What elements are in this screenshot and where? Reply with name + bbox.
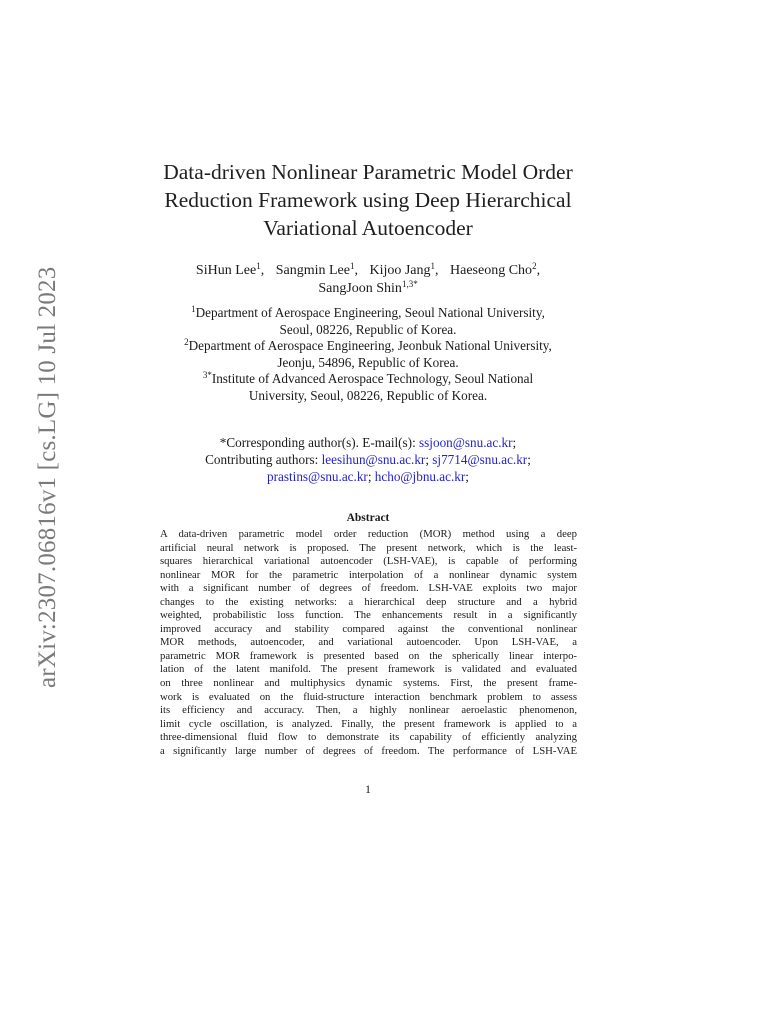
paper-title: [150, 158, 586, 242]
abstract-line: squares hierarchical variational autoencoder (LSH-VAE), is capable of performing: [160, 555, 577, 568]
abstract-line: lation of the latent manifold. The present framework is validated and evaluated: [160, 663, 577, 676]
affiliation-mark: 3*: [202, 370, 212, 380]
affiliation-mark: 1: [191, 304, 196, 314]
affiliation-text: Department of Aerospace Engineering, Seoul National University,: [195, 305, 545, 320]
abstract-line: limit cycle oscillation, is analyzed. Finally, the present framework is applied to a: [160, 717, 577, 730]
author-separator: ,: [260, 263, 265, 278]
abstract-line: its efficiency and accuracy. Then, a highly nonlinear aeroelastic phenomenon,: [160, 704, 577, 717]
abstract-line: with a significant number of degrees of freedom. LSH-VAE exploits two major: [160, 582, 577, 595]
contributing-label: Contributing authors:: [205, 452, 322, 467]
abstract-line: improved accuracy and stability compared against the conventional nonlinear: [160, 622, 577, 635]
author: [196, 263, 264, 278]
author: [450, 263, 540, 278]
author-name: SiHun Lee: [195, 263, 257, 278]
email-separator: ;: [512, 435, 517, 450]
contributing-authors-line: Contributing authors: leesihun@snu.ac.kr; sj7714@snu.ac.kr;: [205, 452, 531, 467]
affiliation-text: Department of Aerospace Engineering, Jeonbuk National University,: [188, 338, 552, 353]
author-separator: ,: [354, 263, 358, 278]
abstract-body: [160, 528, 577, 758]
author-name: Haeseong Cho: [450, 263, 533, 278]
affiliation-list: [145, 305, 591, 404]
author-affiliation-mark: 1: [430, 261, 436, 271]
arxiv-identifier-stamp: arXiv:2307.06816v1 [cs.LG] 10 Jul 2023: [34, 266, 61, 688]
abstract-heading: Abstract: [346, 512, 390, 524]
affiliation-text: University, Seoul, 08226, Republic of Korea.: [248, 387, 488, 403]
author: [369, 263, 438, 278]
contributing-email-link[interactable]: leesihun@snu.ac.kr: [321, 452, 426, 467]
abstract-line: work is evaluated on the fluid-structure interaction benchmark problem to assess: [160, 690, 577, 703]
author-affiliation-mark: 1,3*: [401, 279, 418, 289]
author-line: [150, 262, 586, 280]
corresponding-label: *Corresponding author(s). E-mail(s):: [219, 435, 420, 450]
affiliation-text: Seoul, 08226, Republic of Korea.: [279, 321, 457, 337]
author-affiliation-mark: 1: [349, 261, 355, 271]
affiliation: [145, 338, 591, 371]
affiliation-text: Jeonju, 54896, Republic of Korea.: [277, 354, 459, 370]
page-number: 1: [365, 782, 371, 796]
affiliation: [145, 371, 591, 404]
author-separator: ,: [536, 263, 541, 278]
author-name: SangJoon Shin: [318, 281, 402, 296]
abstract-line: A data-driven parametric model order reduction (MOR) method using a deep: [160, 528, 577, 540]
abstract-line: artificial neural network is proposed. The present network, which is the least-: [160, 541, 577, 554]
corresponding-email-link[interactable]: ssjoon@snu.ac.kr: [419, 435, 513, 450]
title-line: Data-driven Nonlinear Parametric Model Order: [163, 160, 573, 184]
affiliation: [145, 305, 591, 338]
contact-emails: [150, 434, 586, 485]
abstract-line: a significantly large number of degrees of freedom. The performance of LSH-VAE: [160, 744, 577, 757]
abstract-line: on three nonlinear and multiphysics dynamic systems. First, the present frame-: [160, 677, 577, 690]
title-line: Reduction Framework using Deep Hierarchical: [164, 188, 572, 212]
author: [318, 281, 417, 296]
author-name: Kijoo Jang: [369, 263, 431, 278]
author-line: [150, 280, 586, 298]
contributing-email-link[interactable]: hcho@jbnu.ac.kr: [374, 469, 466, 484]
affiliation-text: Institute of Advanced Aerospace Technology, Seoul National: [211, 371, 534, 386]
contributing-email-link[interactable]: prastins@snu.ac.kr: [267, 469, 368, 484]
title-line: Variational Autoencoder: [263, 216, 473, 240]
affiliation-mark: 2: [184, 337, 189, 347]
author-name: Sangmin Lee: [275, 263, 350, 278]
abstract-line: changes to the existing networks: a hierarchical deep structure and a hybrid: [160, 595, 577, 608]
abstract-line: weighted, probabilistic loss function. The enhancements result in a significantly: [160, 609, 577, 622]
corresponding-author-line: [150, 434, 586, 451]
contributing-authors-line: prastins@snu.ac.kr; hcho@jbnu.ac.kr;: [267, 469, 469, 484]
author-separator: ,: [435, 263, 439, 278]
author: [276, 263, 358, 278]
abstract-line: MOR methods, autoencoder, and variational autoencoder. Upon LSH-VAE, a: [160, 636, 577, 649]
abstract-line: parametric MOR framework is presented based on the spherically linear interpo-: [160, 649, 577, 662]
abstract-line: three-dimensional fluid flow to demonstrate its capability of efficiently analyzing: [160, 731, 577, 744]
contributing-email-link[interactable]: sj7714@snu.ac.kr: [432, 452, 528, 467]
author-affiliation-mark: 2: [532, 261, 537, 271]
author-list: [150, 262, 586, 298]
author-affiliation-mark: 1: [256, 261, 261, 271]
abstract-line: nonlinear MOR for the parametric interpolation of a nonlinear dynamic system: [160, 568, 577, 581]
